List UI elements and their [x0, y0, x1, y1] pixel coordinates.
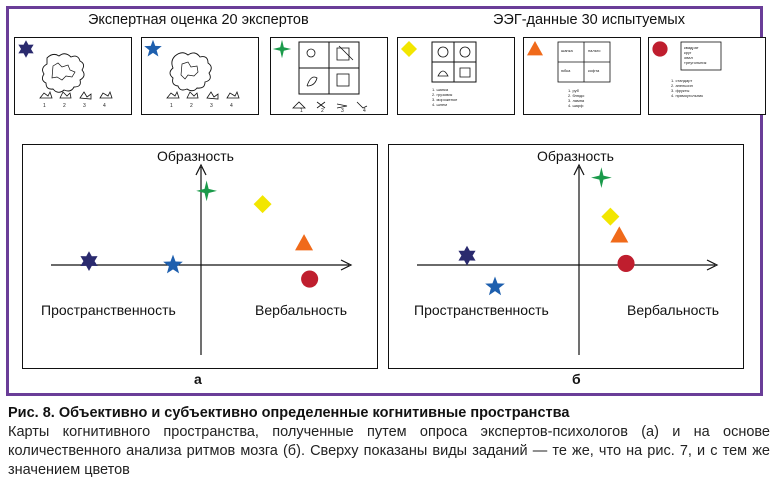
card-4-list-item: 3. мороженое — [432, 97, 458, 102]
task-card-6 — [648, 37, 766, 115]
card-6-word: круг — [684, 50, 692, 55]
figure-caption — [8, 404, 770, 480]
card-2-drawing — [142, 38, 259, 115]
expert-header: Экспертная оценка 20 экспертов — [88, 12, 309, 28]
triangle-marker — [527, 41, 543, 55]
card-1-number: 4 — [103, 103, 106, 109]
card-1-symbol — [18, 40, 33, 58]
card-3-symbol — [273, 40, 291, 58]
circle-marker — [652, 41, 667, 56]
card-2-number: 3 — [210, 103, 213, 109]
task-card-3 — [270, 37, 388, 115]
task-card-1 — [14, 37, 132, 115]
circle-marker — [617, 255, 634, 272]
star5-marker — [485, 276, 505, 295]
star6-marker — [80, 251, 97, 271]
circle-marker — [301, 270, 318, 287]
card-1-number: 3 — [83, 103, 86, 109]
card-5-grid-word: юбка — [561, 68, 571, 73]
card-6-list-item: 4. прямоугольник — [671, 93, 704, 98]
caption-body: Карты когнитивного пространства, полученные путем опроса экспертов-психологов (а) и на основе количественного анализа ритмов мозга (б). Сверху показаны виды заданий — те же, что на рис. 7, и с тем же значением цветов — [8, 424, 770, 478]
task-card-2 — [141, 37, 259, 115]
triangle-marker — [295, 234, 313, 250]
card-3-number: 4 — [363, 108, 366, 114]
card-1-number: 2 — [63, 103, 66, 109]
card-3-drawing — [271, 38, 388, 115]
caption-title: Рис. 8. Объективно и субъективно определенные когнитивные пространства — [8, 405, 570, 421]
card-6-word: квадрат — [684, 45, 699, 50]
diamond-marker — [401, 41, 417, 57]
panel-a-letter: а — [194, 371, 202, 387]
panel-a-points — [80, 181, 318, 288]
panel-b-points — [458, 167, 634, 295]
panel-a-x-left-label: Пространственность — [41, 302, 176, 318]
panel-b-x-right-label: Вербальность — [627, 302, 720, 318]
card-5-grid-word: шапка — [561, 48, 573, 53]
card-6-drawing — [649, 38, 766, 115]
card-5-list-item: 1. руб — [568, 88, 579, 93]
card-5-grid-word: пальто — [588, 48, 601, 53]
star5-marker — [163, 255, 183, 274]
card-2-number: 4 — [230, 103, 233, 109]
panel-b-y-label: Образность — [537, 148, 614, 164]
task-card-5 — [523, 37, 641, 115]
card-6-list-item: 2. апельсин — [671, 83, 693, 88]
panel-a-y-label: Образность — [157, 148, 234, 164]
card-2-number: 1 — [170, 103, 173, 109]
card-3-number: 1 — [300, 108, 303, 114]
card-3-number: 2 — [321, 108, 324, 114]
star4-marker — [196, 181, 217, 202]
panel-b-letter: б — [572, 371, 581, 387]
card-4-list-item: 1. шапка — [432, 87, 449, 92]
card-6-list-item: 1. стандарт — [671, 78, 693, 83]
star5-marker — [144, 40, 162, 57]
star6-marker — [18, 40, 33, 58]
card-2-number: 2 — [190, 103, 193, 109]
panel-b-x-left-label: Пространственность — [414, 302, 549, 318]
task-card-4 — [397, 37, 515, 115]
card-6-word: овал — [684, 55, 693, 60]
star4-marker — [273, 40, 291, 58]
card-6-word: треугольник — [684, 60, 707, 65]
card-6-symbol — [652, 41, 667, 56]
card-4-list-item: 4. шлем — [432, 102, 447, 107]
card-4-symbol — [401, 41, 417, 57]
card-5-list-item: 3. лампа — [568, 98, 585, 103]
panel-a — [22, 144, 378, 369]
card-1-number: 1 — [43, 103, 46, 109]
card-5-symbol — [527, 41, 543, 55]
panel-b-plot — [389, 145, 745, 370]
card-4-drawing — [398, 38, 515, 115]
star4-marker — [591, 167, 612, 188]
diamond-marker — [254, 195, 272, 213]
eeg-header: ЭЭГ-данные 30 испытуемых — [493, 12, 685, 28]
diamond-marker — [601, 208, 619, 226]
panel-a-x-right-label: Вербальность — [255, 302, 348, 318]
star6-marker — [458, 246, 475, 266]
card-2-symbol — [144, 40, 162, 57]
panel-b — [388, 144, 744, 369]
card-1-drawing — [15, 38, 132, 115]
card-6-list-item: 3. фрукты — [671, 88, 690, 93]
panel-a-plot — [23, 145, 379, 370]
card-4-list-item: 2. грузовик — [432, 92, 453, 97]
card-5-grid-word: кофта — [588, 68, 600, 73]
card-5-list-item: 2. блюдо — [568, 93, 585, 98]
triangle-marker — [610, 226, 628, 242]
card-5-list-item: 4. шарф — [568, 103, 584, 108]
card-3-number: 3 — [341, 108, 344, 114]
